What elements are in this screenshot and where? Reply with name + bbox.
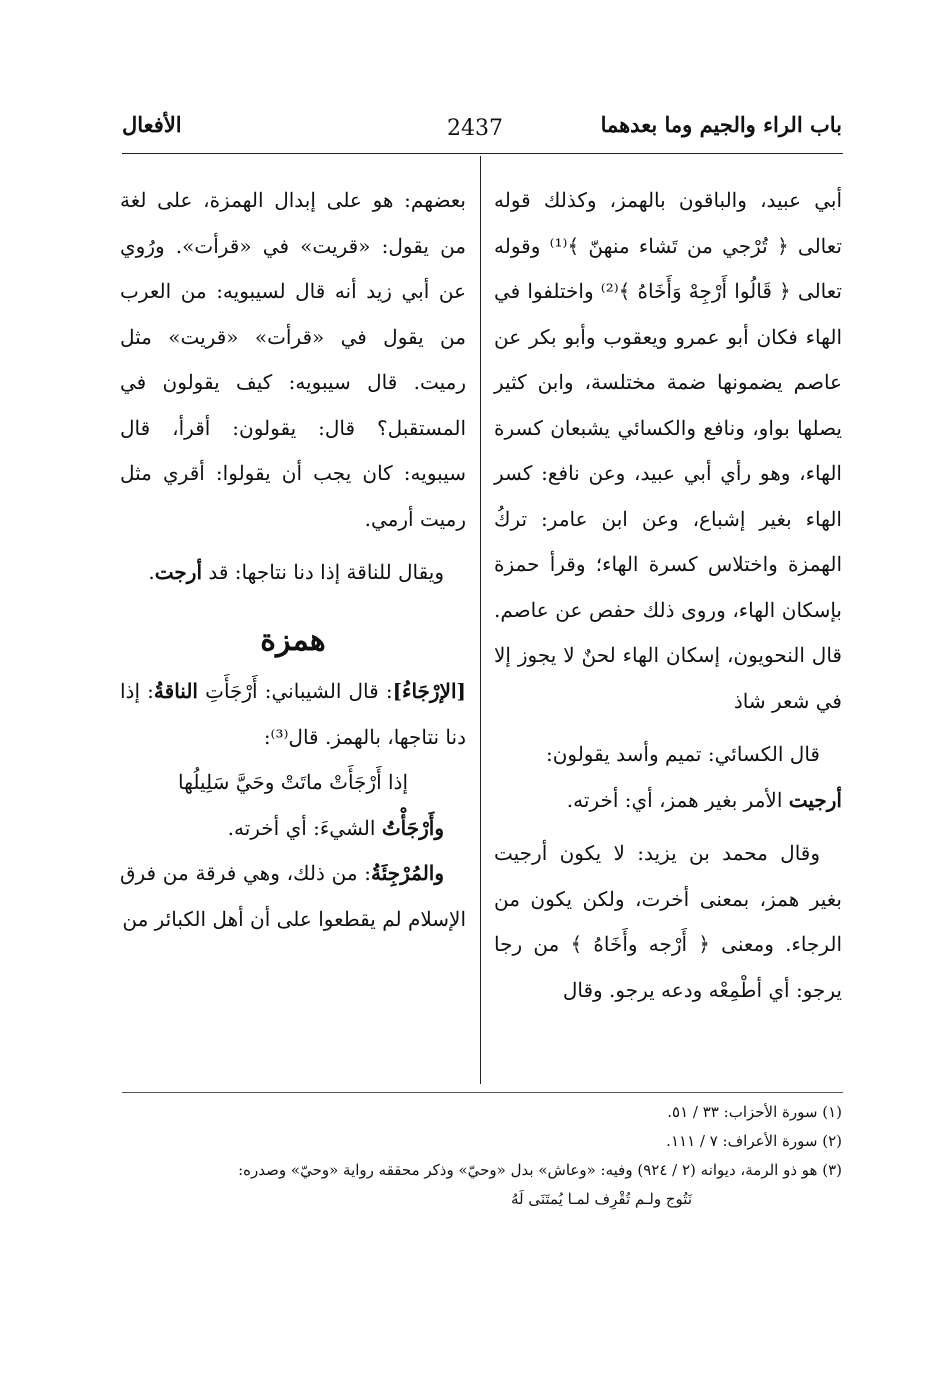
running-header-section: الأفعال <box>122 112 182 137</box>
text-run: : قال الشيباني: أَرْجَأَتِ <box>205 679 393 703</box>
right-column <box>494 178 842 1013</box>
text-run: الأمر بغير همز، أي: أخرته. <box>566 787 789 812</box>
paragraph <box>120 851 466 942</box>
footnote-verse: نَتُوج ولـم تُقْرِف لمـا يُمتَنَى لَهُ <box>511 1190 692 1208</box>
text-run: . <box>148 560 155 584</box>
text-run: : من ذلك، وهي فرقة من فرق الإسلام لم يقطعوا على أن أهل الكبائر من <box>120 861 466 931</box>
text-run: الشيءَ: أي أخرته. <box>227 815 382 840</box>
bold-term: أرجت <box>154 560 202 584</box>
section-title: همزة <box>260 622 326 658</box>
running-header-chapter: باب الراء والجيم وما بعدهما <box>600 112 842 137</box>
verse-line: إذا أَرْجَأَتْ ماتَتْ وحَيَّ سَلِيلُها <box>178 770 408 794</box>
entry-head: [الإرْجَاءُ] <box>392 679 466 703</box>
paragraph <box>120 806 466 852</box>
paragraph <box>120 550 466 596</box>
paragraph <box>494 778 842 824</box>
footnote-rule <box>122 1092 843 1093</box>
paragraph: أبي عبيد، والباقون بالهمز، وكذلك قوله تعالى ﴿ تُرْجي من تَشاء منهنّ ﴾⁽¹⁾ وقوله تعالى ﴿ قَالُوا أَرْجِهْ وَأَخَاهُ ﴾⁽²⁾ واختلفوا في الهاء فكان أبو عمرو ويعقوب وأبو بكر عن عاصم يضمونها ضمة مختلسة، وابن كثير يصلها بواو، ونافع والكسائي يشبعان كسرة الهاء، وهو رأي أبي عبيد، وعن نافع: كسر الهاء بغير إشباع، وعن ابن عامر: تركُ الهمزة واختلاس كسرة الهاء؛ وقرأ حمزة بإسكان الهاء، وروى ذلك حفص عن عاصم. قال النحويون، إسكان الهاء لحنٌ لا يجوز إلا في شعر شاذ <box>494 188 842 713</box>
bold-term: أرجيت <box>788 787 842 812</box>
footnotes <box>121 1098 842 1214</box>
page-number: 2437 <box>447 116 503 141</box>
footnote: (١) سورة الأحزاب: ٣٣ / ٥١. <box>667 1103 842 1121</box>
footnote: (٣) هو ذو الرمة، ديوانه (٢ / ٩٢٤) وفيه: «وعاش» بدل «وحيّ» وذكر محققه رواية «وحيّ» وصدره: <box>238 1161 842 1179</box>
column-divider <box>480 156 481 1084</box>
bold-term: وأَرْجَأْتُ <box>381 815 444 840</box>
bold-term: والمُرْجِئَةُ <box>370 861 444 885</box>
paragraph <box>120 669 466 760</box>
header-rule <box>122 153 843 154</box>
paragraph: وقال محمد بن يزيد: لا يكون أرجيت بغير همز، بمعنى أخرت، ولكن يكون من الرجاء. ومعنى ﴿ أَرْجه وأَخَاهُ ﴾ من رجا يرجو: أي أطْمِعْه ودعه يرجو. وقال <box>494 841 842 1002</box>
text-run: : إذا دنا نتاجها، بالهمز. قال⁽³⁾: <box>120 679 466 749</box>
left-column <box>120 178 466 942</box>
footnote: (٢) سورة الأعراف: ٧ / ١١١. <box>666 1132 842 1150</box>
paragraph: قال الكسائي: تميم وأسد يقولون: <box>545 742 820 766</box>
bold-term: الناقةُ <box>153 679 198 703</box>
text-run: ويقال للناقة إذا دنا نتاجها: قد <box>202 560 444 584</box>
paragraph: بعضهم: هو على إبدال الهمزة، على لغة من يقول: «قريت» في «قرأت». ورُوي عن أبي زيد أنه قال لسيبويه: من العرب من يقول في «قرأت» «قريت» مثل رميت. قال سيبويه: كيف يقولون في المستقبل؟ قال: يقولون: أقرأ، قال سيبويه: كان يجب أن يقولوا: أقري مثل رميت أرمي. <box>120 188 466 531</box>
